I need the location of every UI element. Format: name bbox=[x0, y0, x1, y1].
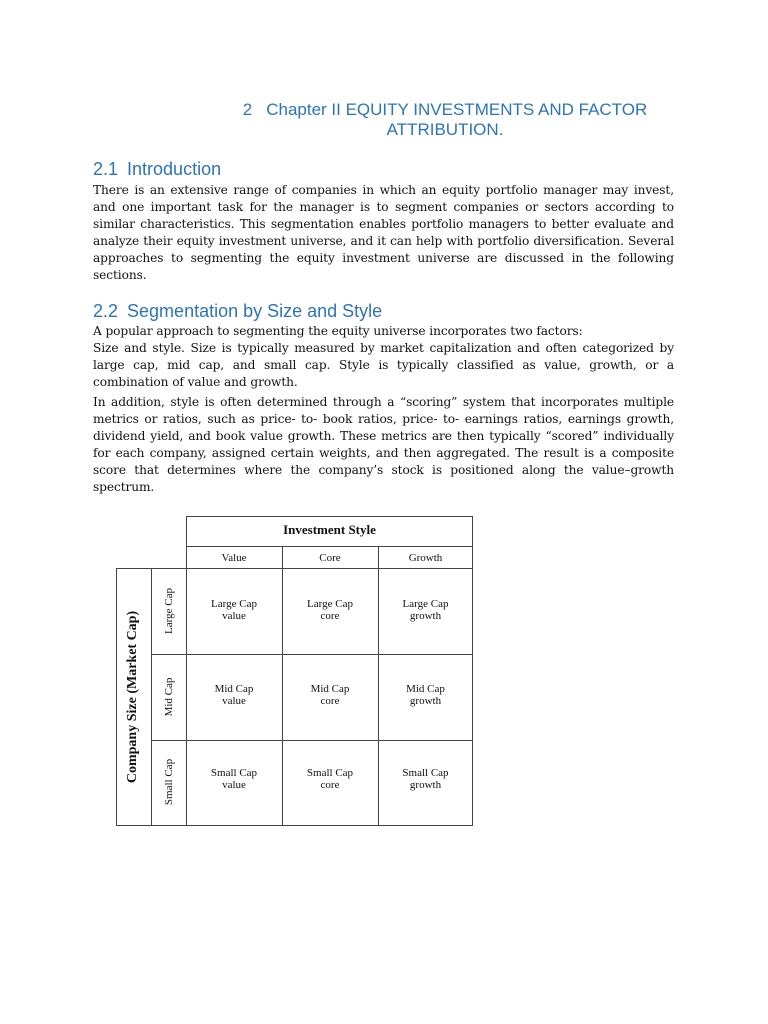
section-title: Segmentation by Size and Style bbox=[127, 301, 383, 321]
investment-style-title: Investment Style bbox=[283, 522, 376, 537]
cell-line: Mid Cap bbox=[406, 683, 445, 695]
company-size-title: Company Size (Market Cap) bbox=[125, 610, 140, 784]
section-heading-introduction bbox=[93, 159, 221, 180]
cell-line: value bbox=[222, 695, 246, 707]
row-label-small-cap: Small Cap bbox=[163, 758, 175, 806]
matrix-cell-large-core bbox=[282, 598, 378, 622]
section-title: Introduction bbox=[127, 159, 222, 179]
cell-line: growth bbox=[409, 695, 442, 707]
segmentation-paragraph: In addition, style is often determined through a “scoring” system that incorporates multiple metrics or ratios, such as price- to- book ratios, price- to- earnings ratios, earnings growth, dividend yield, and book value growth. These metrics are then typically “scored” individually for each company, assigned certain weights, and then aggregated. The result is a composite score that determines where the company’s stock is positioned along the value–growth spectrum. bbox=[93, 395, 674, 495]
chapter-number: 2 bbox=[242, 100, 253, 119]
side-row-divider bbox=[151, 740, 187, 741]
matrix-cell-large-value bbox=[186, 598, 282, 622]
matrix-cell-mid-core bbox=[282, 683, 378, 707]
side-divider bbox=[151, 568, 152, 826]
column-label-growth: Growth bbox=[408, 552, 443, 564]
matrix-cell-small-growth bbox=[378, 767, 473, 791]
cell-line: Large Cap bbox=[402, 598, 449, 610]
side-row-divider bbox=[151, 654, 187, 655]
matrix-cell-large-growth bbox=[378, 598, 473, 622]
cell-line: value bbox=[222, 610, 246, 622]
cell-line: Small Cap bbox=[402, 767, 449, 779]
section-number: 2.2 bbox=[93, 301, 119, 321]
cell-line: growth bbox=[409, 610, 442, 622]
cell-line: core bbox=[320, 610, 340, 622]
cell-line: core bbox=[320, 695, 340, 707]
cell-line: growth bbox=[409, 779, 442, 791]
row-label-mid-cap: Mid Cap bbox=[163, 677, 175, 717]
cell-line: value bbox=[222, 779, 246, 791]
column-divider bbox=[378, 546, 379, 569]
cell-line: Small Cap bbox=[210, 767, 258, 779]
chapter-title: Chapter II EQUITY INVESTMENTS AND FACTOR bbox=[266, 100, 648, 119]
matrix-cell-small-core bbox=[282, 767, 378, 791]
cell-line: Mid Cap bbox=[310, 683, 350, 695]
grid-row-divider bbox=[186, 654, 473, 655]
segmentation-paragraph: A popular approach to segmenting the equity universe incorporates two factors: bbox=[93, 324, 583, 338]
introduction-paragraph: There is an extensive range of companies in which an equity portfolio manager may invest, and one important task for the manager is to segment companies or sectors according to similar characteristics. This segmentation enables portfolio managers to better evaluate and analyze their equity investment universe, and it can help with portfolio diversification. Several approaches to segmenting the equity investment universe are discussed in the following sections. bbox=[93, 183, 674, 283]
segmentation-paragraph: Size and style. Size is typically measured by market capitalization and often categorized by large cap, mid cap, and small cap. Style is typically classified as value, growth, or a combination of value and growth. bbox=[93, 341, 674, 390]
cell-line: core bbox=[320, 779, 340, 791]
cell-line: Small Cap bbox=[306, 767, 354, 779]
cell-line: Mid Cap bbox=[214, 683, 254, 695]
chapter-heading bbox=[200, 100, 690, 140]
row-label-large-cap: Large Cap bbox=[163, 588, 175, 634]
column-label-value: Value bbox=[221, 552, 247, 564]
matrix-cell-mid-growth bbox=[378, 683, 473, 707]
matrix-cell-small-value bbox=[186, 767, 282, 791]
matrix-cell-mid-value bbox=[186, 683, 282, 707]
section-heading-segmentation bbox=[93, 301, 382, 322]
cell-line: Large Cap bbox=[211, 598, 257, 610]
section-number: 2.1 bbox=[93, 159, 119, 179]
chapter-title-line2: ATTRIBUTION. bbox=[386, 120, 504, 139]
grid-row-divider bbox=[186, 740, 473, 741]
cell-line: Large Cap bbox=[307, 598, 353, 610]
column-divider bbox=[282, 546, 283, 569]
chapter-title-line1 bbox=[200, 100, 690, 120]
header-divider bbox=[186, 546, 473, 547]
column-label-core: Core bbox=[319, 552, 341, 564]
